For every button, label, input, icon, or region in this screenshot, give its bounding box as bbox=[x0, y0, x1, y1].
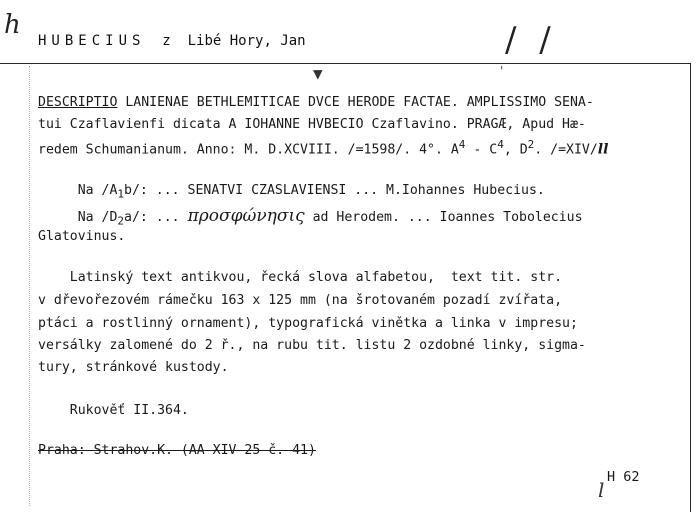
heading-place: Libé Hory, bbox=[187, 33, 272, 49]
na-line-1: Na $/A_1b/$: ... SENATVI CZASLAVIENSI ... M.Iohannes Hubecius. bbox=[77, 183, 545, 201]
right-rule bbox=[690, 63, 691, 512]
na-line-2: Na $/D_2a/$: ... προσφώνησις ad Herodem. ... Ioannes Tobolecius bbox=[77, 206, 583, 228]
notes-line-3: ptáci a rostlinný ornament), typografická vinětka a linka v impresu; bbox=[38, 316, 578, 331]
greek-handwritten-word: προσφώνησις bbox=[187, 206, 305, 226]
left-margin-dots bbox=[29, 66, 30, 506]
struck-location: Praha: Strahov.K. (AA XIV 25 č. 41) bbox=[38, 443, 316, 458]
handwritten-initial: l bbox=[598, 478, 605, 502]
notes-line-4: versálky zalomené do 2 ř., na rubu tit. listu 2 ozdobné linky, sigma- bbox=[38, 338, 586, 353]
description-line-2: tui Czaflavienfi dicata A IOHANNE HVBECIO Czaflavino. PRAGÆ, Apud Hæ- bbox=[38, 117, 586, 132]
tick-mark: ' bbox=[498, 64, 506, 78]
description-title-word: DESCRIPTIO bbox=[38, 95, 118, 110]
notes-line-5: tury, stránkové kustody. bbox=[38, 360, 229, 375]
corner-handwritten-mark: h bbox=[4, 10, 21, 40]
handwritten-strokes: / / bbox=[505, 20, 557, 60]
handwritten-addition: ll bbox=[597, 141, 609, 158]
description-line-1: DESCRIPTIO LANIENAE BETHLEMITICAE DVCE HERODE FACTAE. AMPLISSIMO SENA- bbox=[38, 95, 594, 110]
na-line-3: Glatovinus. bbox=[38, 229, 126, 244]
notes-line-2: v dřevořezovém rámečku 163 x 125 mm (na šrotovaném pozadí zvířata, bbox=[38, 293, 563, 308]
call-number: H 62 bbox=[607, 469, 640, 485]
author-given-name: Jan bbox=[280, 33, 306, 49]
card-heading bbox=[38, 33, 306, 49]
notes-line-1: Latinský text antikvou, řecká slova alfabetou, text tit. str. bbox=[38, 270, 563, 285]
description-line-3: redem Schumanianum. Anno: M. D.XCVIII. /=1598/. 4°. $A^4 - C^4$, $D^2$. /=XIV/ll bbox=[38, 138, 609, 158]
header-rule bbox=[0, 63, 690, 64]
reference-line: Rukověť II.364. bbox=[38, 403, 189, 418]
ink-smudge: ▼ bbox=[313, 64, 323, 83]
heading-connector: z bbox=[162, 33, 171, 49]
author-surname: HUBECIUS bbox=[38, 33, 146, 49]
